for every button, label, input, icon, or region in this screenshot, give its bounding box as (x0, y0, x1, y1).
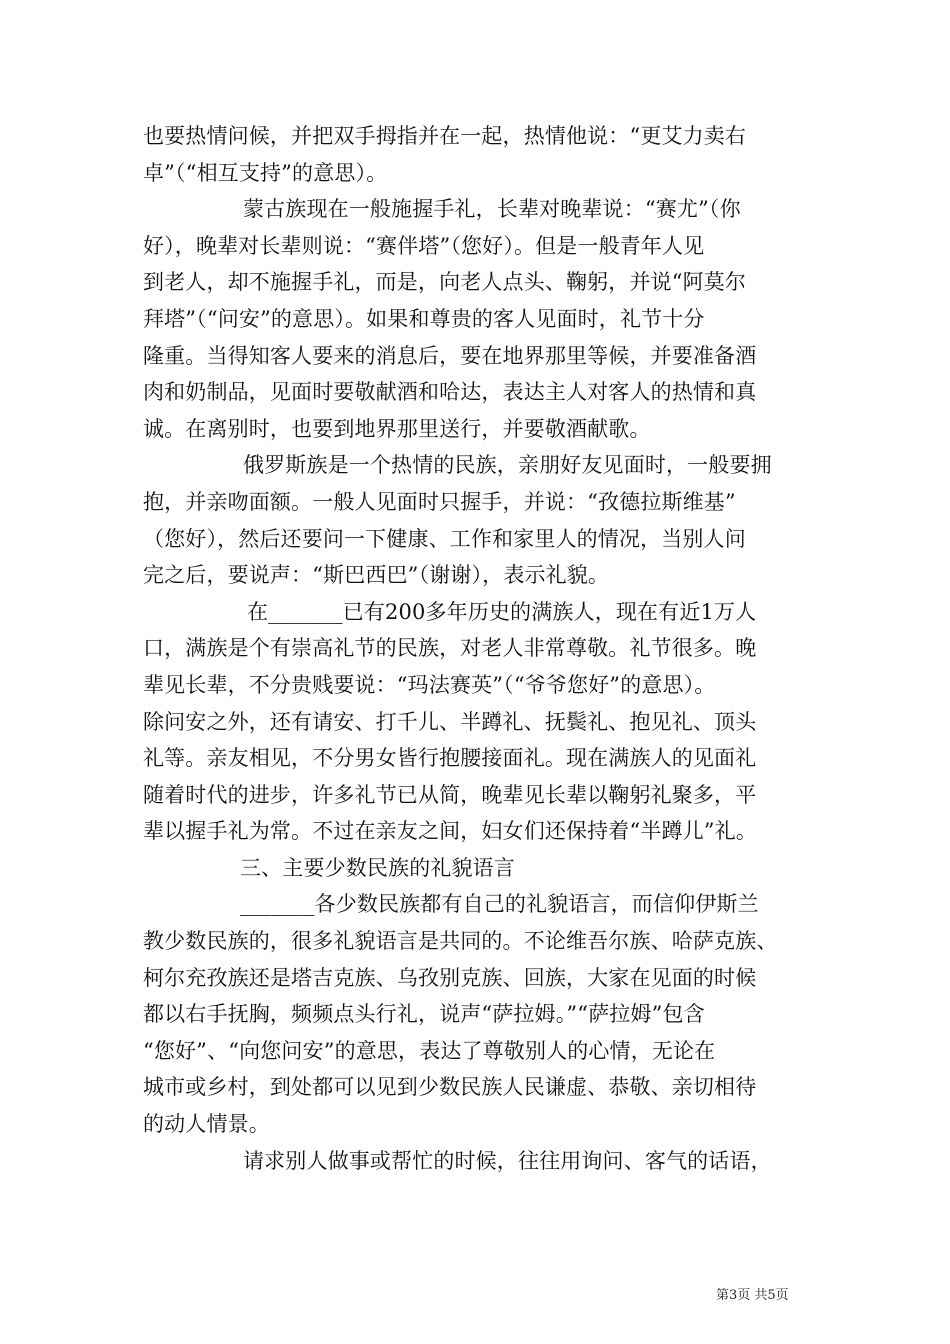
text-line: 也要热情问候，并把双手拇指并在一起，热情他说：“更艾力卖右 (143, 124, 747, 148)
paragraph-start-requests: 请求别人做事或帮忙的时候，往往用询问、客气的话语， (243, 1148, 772, 1173)
text-line: 都以右手抚胸，频频点头行礼，说声“萨拉姆。”“萨拉姆”包含 (143, 1002, 705, 1027)
text-line: 除问安之外，还有请安、打千儿、半蹲礼、抚鬓礼、抱见礼、顶头 (143, 709, 757, 734)
text-line: 的动人情景。 (143, 1112, 270, 1137)
paragraph-start-manchu: 在_______已有200多年历史的满族人，现在有近1万人 (247, 599, 757, 624)
text-line: 好），晚辈对长辈则说：“赛伴塔”（您好）。但是一般青年人见 (143, 233, 705, 258)
paragraph-start-islamic: _______各少数民族都有自己的礼貌语言，而信仰伊斯兰 (240, 892, 759, 917)
text-line: 教少数民族的，很多礼貌语言是共同的。不论维吾尔族、哈萨克族、 (143, 929, 778, 954)
text-line: 口，满族是个有崇高礼节的民族，对老人非常尊敬。礼节很多。晚 (143, 636, 757, 661)
text-line: 城市或乡村，到处都可以见到少数民族人民谦虚、恭敬、亲切相待 (143, 1075, 757, 1100)
text-line: 拜塔”（“问安”的意思）。如果和尊贵的客人见面时，礼节十分 (143, 306, 705, 331)
text-line: 礼等。亲友相见，不分男女皆行抱腰接面礼。现在满族人的见面礼 (143, 746, 757, 771)
page-number: 第3页 共5页 (716, 1288, 789, 1303)
text-line: 辈见长辈，不分贵贱要说：“玛法赛英”（“爷爷您好”的意思）。 (143, 672, 716, 697)
text-line: 卓”（“相互支持”的意思）。 (143, 160, 388, 185)
text-line: （您好），然后还要问一下健康、工作和家里人的情况，当别人问 (143, 526, 746, 551)
text-line: 柯尔充孜族还是塔吉克族、乌孜别克族、回族，大家在见面的时候 (143, 965, 757, 990)
text-line: 抱，并亲吻面额。一般人见面时只握手，并说：“孜德拉斯维基” (143, 489, 736, 514)
text-line: 随着时代的进步，许多礼节已从简，晚辈见长辈以鞠躬礼聚多，平 (143, 782, 757, 807)
text-line: “您好”、“向您问安”的意思，表达了尊敬别人的心情，无论在 (143, 1038, 716, 1063)
text-line: 诚。在离别时，也要到地界那里送行，并要敬酒献歌。 (143, 416, 651, 441)
text-line: 辈以握手礼为常。不过在亲友之间，妇女们还保持着“半蹲儿”礼。 (143, 819, 757, 844)
section-heading: 三、主要少数民族的礼貌语言 (240, 855, 515, 880)
text-line: 到老人，却不施握手礼，而是，向老人点头、鞠躬，并说“阿莫尔 (143, 270, 747, 295)
document-body (143, 118, 808, 1179)
paragraph-start-russian: 俄罗斯族是一个热情的民族，亲朋好友见面时，一般要拥 (243, 453, 772, 478)
paragraph-start-mongolian: 蒙古族现在一般施握手礼，长辈对晚辈说：“赛尤”（你 (243, 197, 741, 222)
text-line: 隆重。当得知客人要来的消息后，要在地界那里等候，并要准备酒 (143, 343, 757, 368)
text-line: 完之后，要说声：“斯巴西巴”（谢谢），表示礼貌。 (143, 563, 610, 588)
text-line: 肉和奶制品，见面时要敬献酒和哈达，表达主人对客人的热情和真 (143, 380, 757, 405)
